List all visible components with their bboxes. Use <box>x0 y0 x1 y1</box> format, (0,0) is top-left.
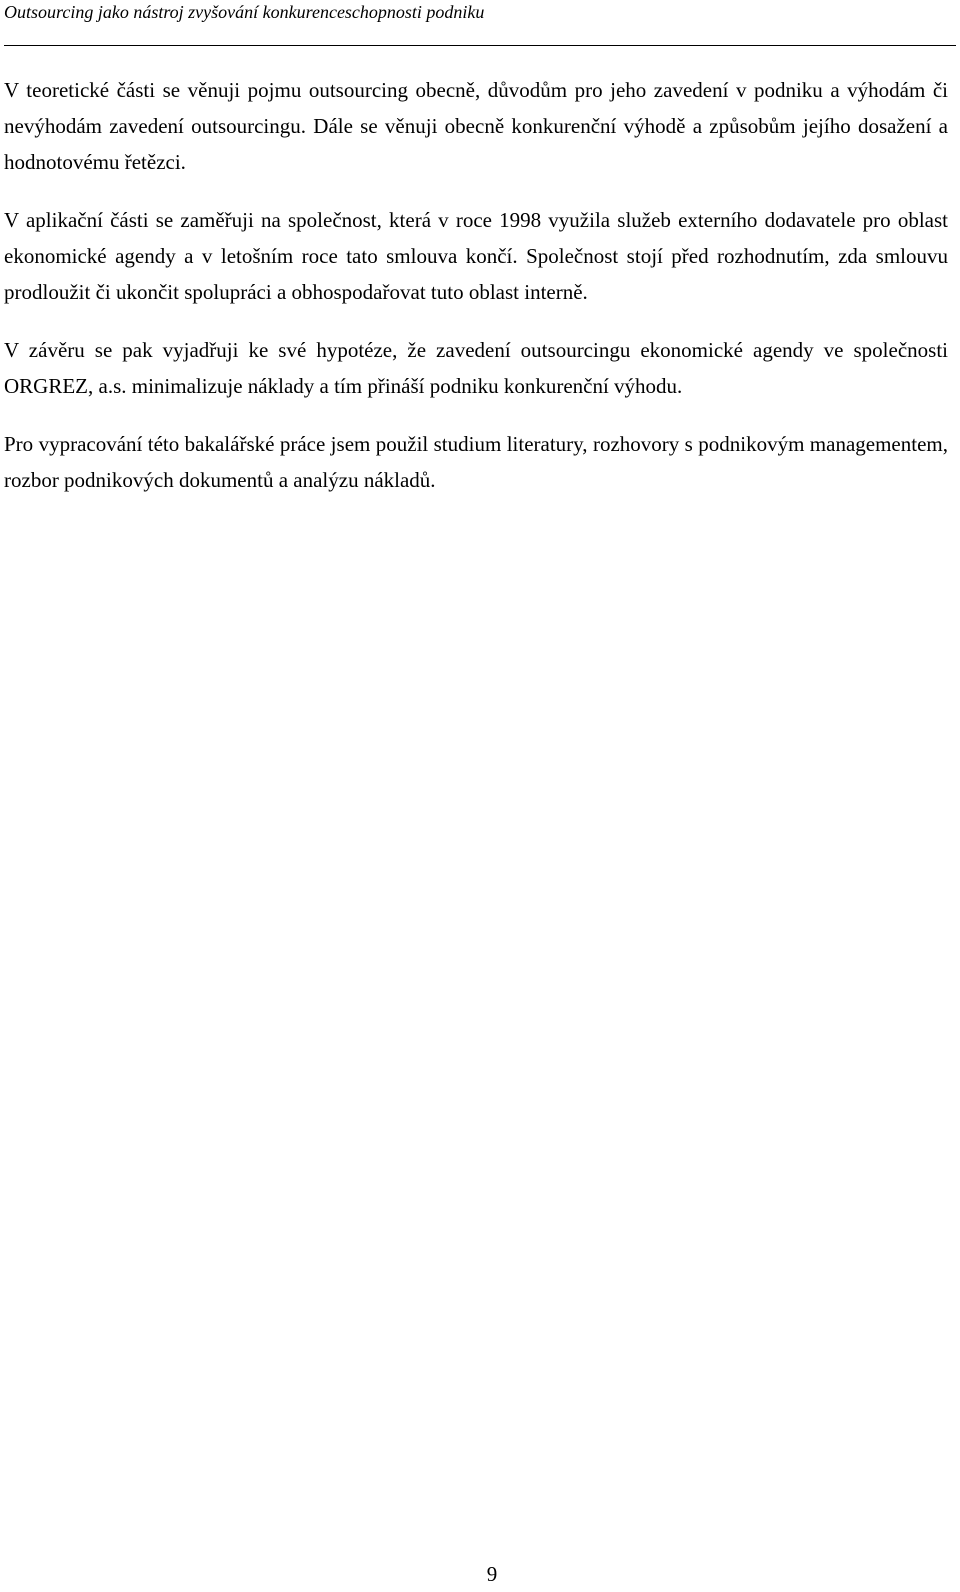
paragraph-methods: Pro vypracování této bakalářské práce jsem použil studium literatury, rozhovory s podnikovým managementem, rozbor podnikových dokumentů a analýzu nákladů. <box>4 432 948 492</box>
paragraph-application: V aplikační části se zaměřuji na společnost, která v roce 1998 využila služeb externího dodavatele pro oblast ekonomické agendy a v letošním roce tato smlouva končí. Společnost stojí před rozhodnutím, zda smlouvu prodloužit či ukončit spolupráci a obhospodařovat tuto oblast interně. <box>4 208 948 304</box>
page-number: 9 <box>486 1562 498 1586</box>
running-header: Outsourcing jako nástroj zvyšování konkurenceschopnosti podniku <box>4 2 485 22</box>
header-divider <box>4 45 956 46</box>
page-body <box>4 72 948 520</box>
paragraph-conclusion: V závěru se pak vyjadřuji ke své hypotéze, že zavedení outsourcingu ekonomické agendy ve společnosti ORGREZ, a.s. minimalizuje náklady a tím přináší podniku konkurenční výhodu. <box>4 338 948 398</box>
paragraph-theory: V teoretické části se věnuji pojmu outsourcing obecně, důvodům pro jeho zavedení v podniku a výhodám či nevýhodám zavedení outsourcingu. Dále se věnuji obecně konkurenční výhodě a způsobům jejího dosažení a hodnotovému řetězci. <box>4 78 948 174</box>
